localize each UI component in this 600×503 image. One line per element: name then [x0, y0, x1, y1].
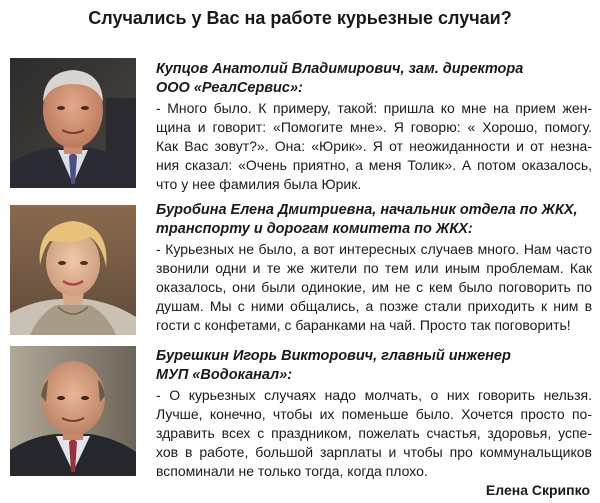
entry-1 — [156, 60, 592, 194]
entry-2-quote-line: - Курьезных не было, а вот интересных случаев много. Нам часто — [156, 241, 592, 257]
entry-3-quote-line: - О курьезных случаях надо молчать, о них говорить нельзя. — [156, 387, 592, 403]
entry-2-name — [156, 201, 592, 239]
portrait-photo-1 — [10, 58, 136, 188]
entry-3-quote-line: здравить всех с праздником, пожелать счастья, здоровья, успе- — [156, 425, 592, 441]
entry-1-quote-line: ния сказал: «Очень приятно, а меня Толик». А потом оказалось, — [156, 157, 592, 173]
entry-1-quote-line: щина и говорит: «Помогите мне». Я говорю: « Хорошо, помогу. — [156, 119, 592, 135]
entry-3-name-line-1: Бурешкин Игорь Викторович, главный инженер — [156, 348, 511, 364]
entry-2-quote-line: звонили одни и те же жители по тем или иным проблемам. Как — [156, 260, 592, 276]
entry-3-quote-line: вспоминали не только тогда, когда плохо. — [156, 463, 428, 479]
entry-1-quote-line: - Много было. К примеру, такой: пришла ко мне на прием жен- — [156, 100, 592, 116]
entry-2-name-line-2: транспорту и дорогам комитета по ЖКХ: — [156, 221, 473, 237]
entry-1-quote-line: Как Вас зовут?». Она: «Юрик». Я от неожиданности и от незна- — [156, 138, 592, 154]
entry-3-quote — [156, 386, 592, 481]
portrait-photo-2 — [10, 205, 136, 335]
portrait-photo-3 — [10, 346, 136, 476]
entry-1-name-line-1: Купцов Анатолий Владимирович, зам. директора — [156, 61, 524, 77]
entry-2-quote — [156, 240, 592, 335]
entry-1-quote-line: что у нее фамилия была Юрик. — [156, 176, 362, 192]
entry-2-name-line-1: Буробина Елена Дмитриевна, начальник отдела по ЖКХ, — [156, 202, 578, 218]
entry-2 — [156, 201, 592, 335]
entry-2-quote-line: душам. Мы с ними общались, а позже стали приходить к ним в — [156, 298, 592, 314]
entry-3-name — [156, 347, 592, 385]
headline: Случались у Вас на работе курьезные случаи? — [88, 8, 512, 28]
entry-3 — [156, 347, 592, 481]
entry-1-name — [156, 60, 592, 98]
entry-1-name-line-2: ООО «РеалСервис»: — [156, 80, 303, 96]
entry-2-quote-line: оказалось, они были одинокие, им не с кем было поговорить по — [156, 279, 592, 295]
entry-3-name-line-2: МУП «Водоканал»: — [156, 367, 293, 383]
author-signature: Елена Скрипко — [485, 482, 590, 498]
entry-3-quote-line: Лучше, конечно, чтобы их поменьше было. Хочется просто по- — [156, 406, 592, 422]
entry-2-quote-line: гости с конфетами, с баранками на чай. Просто так поговорить! — [156, 317, 571, 333]
entry-3-quote-line: хов в работе, большой зарплаты и чтобы про коммунальщиков — [156, 444, 592, 460]
entry-1-quote — [156, 99, 592, 194]
